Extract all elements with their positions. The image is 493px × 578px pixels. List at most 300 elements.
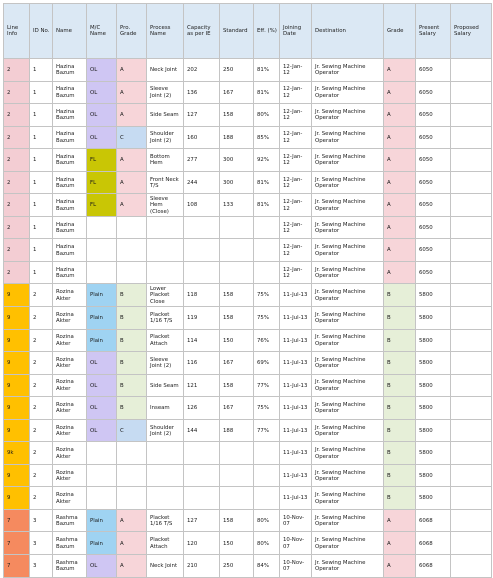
pro-grade-cell: B	[117, 307, 147, 330]
name-cell: Hazina Bazum	[53, 171, 87, 194]
id-cell: 2	[30, 352, 53, 375]
name-cell: Rozina Akter	[53, 487, 87, 510]
present-salary-cell: 6050	[416, 81, 451, 104]
process-cell: Placket 1/16 T/S	[147, 307, 184, 330]
table-row	[4, 352, 492, 375]
joining-date-cell: 11-Jul-13	[280, 419, 312, 442]
mc-cell: FL	[87, 171, 117, 194]
grade-cell: B	[384, 442, 416, 465]
pro-grade-cell: B	[117, 374, 147, 397]
proposed-salary-cell	[451, 149, 492, 172]
name-cell: Rozina Akter	[53, 307, 87, 330]
grade-cell: A	[384, 104, 416, 127]
table-row	[4, 374, 492, 397]
destination-cell: Jr. Sewing Machine Operator	[312, 261, 384, 284]
proposed-salary-cell	[451, 374, 492, 397]
name-cell: Rozina Akter	[53, 397, 87, 420]
process-cell: Sleeve Joint (2)	[147, 352, 184, 375]
capacity-cell: 108	[184, 194, 220, 217]
header-present-salary: Present Salary	[416, 4, 451, 59]
process-cell	[147, 261, 184, 284]
joining-date-cell: 11-Jul-13	[280, 329, 312, 352]
destination-cell: Jr. Sewing Machine Operator	[312, 464, 384, 487]
table-row	[4, 149, 492, 172]
table-row	[4, 284, 492, 307]
standard-cell: 158	[220, 509, 254, 532]
process-cell: Inseam	[147, 397, 184, 420]
mc-cell	[87, 239, 117, 262]
name-cell: Rozina Akter	[53, 329, 87, 352]
name-cell: Rozina Akter	[53, 442, 87, 465]
line-cell: 9	[4, 487, 30, 510]
line-cell: 9	[4, 397, 30, 420]
present-salary-cell: 5800	[416, 442, 451, 465]
pro-grade-cell: C	[117, 126, 147, 149]
destination-cell: Jr. Sewing Machine Operator	[312, 555, 384, 578]
proposed-salary-cell	[451, 126, 492, 149]
header-name: Name	[53, 4, 87, 59]
standard-cell: 300	[220, 171, 254, 194]
proposed-salary-cell	[451, 59, 492, 82]
standard-cell: 158	[220, 284, 254, 307]
process-cell: Placket Attach	[147, 329, 184, 352]
pro-grade-cell: B	[117, 397, 147, 420]
line-cell: 2	[4, 81, 30, 104]
mc-cell: OL	[87, 397, 117, 420]
capacity-cell	[184, 261, 220, 284]
header-grade: Grade	[384, 4, 416, 59]
id-cell: 2	[30, 442, 53, 465]
pro-grade-cell: A	[117, 555, 147, 578]
eff-cell: 75%	[254, 307, 280, 330]
present-salary-cell: 6050	[416, 126, 451, 149]
destination-cell: Jr. Sewing Machine Operator	[312, 81, 384, 104]
line-cell: 9	[4, 419, 30, 442]
grade-cell: A	[384, 81, 416, 104]
mc-cell: Plain	[87, 532, 117, 555]
pro-grade-cell: A	[117, 532, 147, 555]
destination-cell: Jr. Sewing Machine Operator	[312, 239, 384, 262]
id-cell: 3	[30, 532, 53, 555]
present-salary-cell: 6050	[416, 239, 451, 262]
joining-date-cell: 12-Jan-12	[280, 104, 312, 127]
name-cell: Rashma Bazum	[53, 509, 87, 532]
destination-cell: Jr. Sewing Machine Operator	[312, 419, 384, 442]
present-salary-cell: 5800	[416, 464, 451, 487]
proposed-salary-cell	[451, 509, 492, 532]
grade-cell: A	[384, 216, 416, 239]
standard-cell: 188	[220, 419, 254, 442]
id-cell: 1	[30, 261, 53, 284]
grade-cell: A	[384, 555, 416, 578]
grade-cell: A	[384, 149, 416, 172]
id-cell: 2	[30, 487, 53, 510]
header-standard: Standard	[220, 4, 254, 59]
grade-cell: B	[384, 419, 416, 442]
capacity-cell	[184, 442, 220, 465]
capacity-cell: 127	[184, 509, 220, 532]
table-row	[4, 397, 492, 420]
destination-cell: Jr. Sewing Machine Operator	[312, 104, 384, 127]
capacity-cell: 121	[184, 374, 220, 397]
present-salary-cell: 5800	[416, 397, 451, 420]
eff-cell: 77%	[254, 419, 280, 442]
proposed-salary-cell	[451, 284, 492, 307]
destination-cell: Jr. Sewing Machine Operator	[312, 216, 384, 239]
destination-cell: Jr. Sewing Machine Operator	[312, 352, 384, 375]
table-row	[4, 442, 492, 465]
destination-cell: Jr. Sewing Machine Operator	[312, 509, 384, 532]
id-cell: 3	[30, 509, 53, 532]
grade-cell: A	[384, 171, 416, 194]
process-cell: Front Neck T/S	[147, 171, 184, 194]
eff-cell: 80%	[254, 532, 280, 555]
capacity-cell: 120	[184, 532, 220, 555]
eff-cell: 77%	[254, 374, 280, 397]
line-cell: 2	[4, 104, 30, 127]
capacity-cell: 114	[184, 329, 220, 352]
capacity-cell: 136	[184, 81, 220, 104]
standard-cell	[220, 239, 254, 262]
process-cell: Shoulder Joint (2)	[147, 126, 184, 149]
id-cell: 2	[30, 397, 53, 420]
id-cell: 1	[30, 81, 53, 104]
proposed-salary-cell	[451, 442, 492, 465]
standard-cell: 167	[220, 81, 254, 104]
present-salary-cell: 5800	[416, 329, 451, 352]
capacity-cell: 126	[184, 397, 220, 420]
pro-grade-cell: A	[117, 171, 147, 194]
eff-cell: 81%	[254, 59, 280, 82]
id-cell: 1	[30, 104, 53, 127]
name-cell: Hazina Bazum	[53, 81, 87, 104]
line-cell: 2	[4, 171, 30, 194]
header-pro-grade: Pro. Grade	[117, 4, 147, 59]
joining-date-cell: 12-Jan-12	[280, 239, 312, 262]
present-salary-cell: 5800	[416, 284, 451, 307]
capacity-cell: 244	[184, 171, 220, 194]
grade-cell: B	[384, 284, 416, 307]
process-cell: Sleeve Joint (2)	[147, 81, 184, 104]
mc-cell: Plain	[87, 307, 117, 330]
proposed-salary-cell	[451, 194, 492, 217]
joining-date-cell: 11-Jul-13	[280, 442, 312, 465]
standard-cell	[220, 216, 254, 239]
mc-cell	[87, 487, 117, 510]
joining-date-cell: 11-Jul-13	[280, 352, 312, 375]
id-cell: 2	[30, 464, 53, 487]
grade-cell: A	[384, 59, 416, 82]
capacity-cell	[184, 239, 220, 262]
header-row	[4, 4, 492, 59]
present-salary-cell: 5800	[416, 419, 451, 442]
joining-date-cell: 11-Jul-13	[280, 307, 312, 330]
pro-grade-cell: A	[117, 81, 147, 104]
present-salary-cell: 6050	[416, 194, 451, 217]
name-cell: Rozina Akter	[53, 464, 87, 487]
table-row	[4, 261, 492, 284]
employee-skill-table	[3, 3, 492, 578]
name-cell: Hazina Bazum	[53, 59, 87, 82]
table-row	[4, 216, 492, 239]
standard-cell: 250	[220, 555, 254, 578]
mc-cell: OL	[87, 81, 117, 104]
joining-date-cell: 12-Jan-12	[280, 59, 312, 82]
line-cell: 9	[4, 329, 30, 352]
destination-cell: Jr. Sewing Machine Operator	[312, 149, 384, 172]
proposed-salary-cell	[451, 261, 492, 284]
eff-cell: 80%	[254, 509, 280, 532]
capacity-cell	[184, 216, 220, 239]
name-cell: Hazina Bazum	[53, 104, 87, 127]
header-line-info: Line Info	[4, 4, 30, 59]
pro-grade-cell: C	[117, 419, 147, 442]
destination-cell: Jr. Sewing Machine Operator	[312, 171, 384, 194]
grade-cell: B	[384, 307, 416, 330]
eff-cell	[254, 239, 280, 262]
table-row	[4, 487, 492, 510]
destination-cell: Jr. Sewing Machine Operator	[312, 59, 384, 82]
process-cell	[147, 464, 184, 487]
mc-cell: OL	[87, 374, 117, 397]
proposed-salary-cell	[451, 464, 492, 487]
grade-cell: B	[384, 397, 416, 420]
present-salary-cell: 6050	[416, 59, 451, 82]
mc-cell: FL	[87, 149, 117, 172]
destination-cell: Jr. Sewing Machine Operator	[312, 194, 384, 217]
process-cell: Placket Attach	[147, 532, 184, 555]
mc-cell: Plain	[87, 509, 117, 532]
id-cell: 1	[30, 171, 53, 194]
process-cell	[147, 442, 184, 465]
proposed-salary-cell	[451, 104, 492, 127]
capacity-cell: 127	[184, 104, 220, 127]
eff-cell: 81%	[254, 171, 280, 194]
present-salary-cell: 5800	[416, 352, 451, 375]
table-row	[4, 464, 492, 487]
present-salary-cell: 6050	[416, 261, 451, 284]
table-row	[4, 555, 492, 578]
eff-cell: 75%	[254, 397, 280, 420]
standard-cell: 150	[220, 532, 254, 555]
eff-cell: 92%	[254, 149, 280, 172]
name-cell: Hazina Bazum	[53, 194, 87, 217]
grade-cell: A	[384, 126, 416, 149]
line-cell: 7	[4, 509, 30, 532]
pro-grade-cell: B	[117, 284, 147, 307]
pro-grade-cell	[117, 216, 147, 239]
destination-cell: Jr. Sewing Machine Operator	[312, 126, 384, 149]
process-cell: Side Seam	[147, 104, 184, 127]
standard-cell: 167	[220, 397, 254, 420]
joining-date-cell: 11-Jul-13	[280, 397, 312, 420]
table-row	[4, 532, 492, 555]
table-header	[4, 4, 492, 59]
table-row	[4, 419, 492, 442]
table-row	[4, 104, 492, 127]
process-cell: Shoulder Joint (2)	[147, 419, 184, 442]
line-cell: 2	[4, 59, 30, 82]
eff-cell: 85%	[254, 126, 280, 149]
id-cell: 3	[30, 555, 53, 578]
grade-cell: A	[384, 239, 416, 262]
grade-cell: A	[384, 509, 416, 532]
line-cell: 2	[4, 194, 30, 217]
destination-cell: Jr. Sewing Machine Operator	[312, 397, 384, 420]
line-cell: 9	[4, 464, 30, 487]
mc-cell: OL	[87, 59, 117, 82]
pro-grade-cell	[117, 487, 147, 510]
name-cell: Hazina Bazum	[53, 149, 87, 172]
name-cell: Hazina Bazum	[53, 126, 87, 149]
capacity-cell: 277	[184, 149, 220, 172]
capacity-cell: 119	[184, 307, 220, 330]
name-cell: Rozina Akter	[53, 419, 87, 442]
table-row	[4, 81, 492, 104]
proposed-salary-cell	[451, 216, 492, 239]
grade-cell: B	[384, 374, 416, 397]
process-cell: Bottom Hem	[147, 149, 184, 172]
name-cell: Rozina Akter	[53, 284, 87, 307]
mc-cell: FL	[87, 194, 117, 217]
standard-cell: 167	[220, 352, 254, 375]
present-salary-cell: 6068	[416, 509, 451, 532]
eff-cell	[254, 464, 280, 487]
line-cell: 9	[4, 374, 30, 397]
mc-cell	[87, 442, 117, 465]
proposed-salary-cell	[451, 307, 492, 330]
line-cell: 9	[4, 352, 30, 375]
eff-cell: 75%	[254, 284, 280, 307]
eff-cell: 81%	[254, 81, 280, 104]
process-cell: Side Seam	[147, 374, 184, 397]
standard-cell: 158	[220, 307, 254, 330]
id-cell: 1	[30, 239, 53, 262]
table-body	[4, 59, 492, 578]
grade-cell: A	[384, 532, 416, 555]
destination-cell: Jr. Sewing Machine Operator	[312, 374, 384, 397]
destination-cell: Jr. Sewing Machine Operator	[312, 487, 384, 510]
pro-grade-cell: A	[117, 509, 147, 532]
present-salary-cell: 6050	[416, 149, 451, 172]
capacity-cell: 144	[184, 419, 220, 442]
capacity-cell: 210	[184, 555, 220, 578]
name-cell: Hazina Bazum	[53, 216, 87, 239]
pro-grade-cell: A	[117, 194, 147, 217]
proposed-salary-cell	[451, 487, 492, 510]
mc-cell: Plain	[87, 284, 117, 307]
header-joining-date: Joining Date	[280, 4, 312, 59]
capacity-cell: 160	[184, 126, 220, 149]
process-cell	[147, 239, 184, 262]
joining-date-cell: 10-Nov-07	[280, 509, 312, 532]
destination-cell: Jr. Sewing Machine Operator	[312, 307, 384, 330]
proposed-salary-cell	[451, 171, 492, 194]
grade-cell: B	[384, 329, 416, 352]
pro-grade-cell: B	[117, 329, 147, 352]
grade-cell: A	[384, 194, 416, 217]
mc-cell	[87, 464, 117, 487]
proposed-salary-cell	[451, 329, 492, 352]
line-cell: 2	[4, 261, 30, 284]
present-salary-cell: 6050	[416, 171, 451, 194]
eff-cell	[254, 487, 280, 510]
present-salary-cell: 6050	[416, 216, 451, 239]
present-salary-cell: 6050	[416, 104, 451, 127]
table-row	[4, 509, 492, 532]
table-row	[4, 194, 492, 217]
standard-cell	[220, 487, 254, 510]
line-cell: 2	[4, 239, 30, 262]
name-cell: Hazina Bazum	[53, 261, 87, 284]
process-cell: Neck Joint	[147, 59, 184, 82]
joining-date-cell: 12-Jan-12	[280, 171, 312, 194]
joining-date-cell: 12-Jan-12	[280, 216, 312, 239]
capacity-cell: 118	[184, 284, 220, 307]
grade-cell: B	[384, 487, 416, 510]
grade-cell: A	[384, 261, 416, 284]
joining-date-cell: 11-Jul-13	[280, 464, 312, 487]
proposed-salary-cell	[451, 81, 492, 104]
joining-date-cell: 12-Jan-12	[280, 261, 312, 284]
joining-date-cell: 10-Nov-07	[280, 555, 312, 578]
proposed-salary-cell	[451, 419, 492, 442]
header-destination: Destination	[312, 4, 384, 59]
header-capacity: Capacity as per IE	[184, 4, 220, 59]
table-row	[4, 307, 492, 330]
process-cell: Sleeve Hem (Close)	[147, 194, 184, 217]
mc-cell: OL	[87, 555, 117, 578]
capacity-cell: 116	[184, 352, 220, 375]
pro-grade-cell: A	[117, 149, 147, 172]
header-process-name: Process Name	[147, 4, 184, 59]
id-cell: 1	[30, 194, 53, 217]
table-row	[4, 59, 492, 82]
process-cell: Lower Placket Close	[147, 284, 184, 307]
pro-grade-cell	[117, 261, 147, 284]
process-cell: Neck Joint	[147, 555, 184, 578]
pro-grade-cell	[117, 442, 147, 465]
mc-cell: OL	[87, 104, 117, 127]
joining-date-cell: 12-Jan-12	[280, 194, 312, 217]
id-cell: 1	[30, 59, 53, 82]
joining-date-cell: 12-Jan-12	[280, 126, 312, 149]
eff-cell	[254, 261, 280, 284]
eff-cell: 81%	[254, 194, 280, 217]
name-cell: Rashma Bazum	[53, 532, 87, 555]
standard-cell: 158	[220, 104, 254, 127]
id-cell: 1	[30, 216, 53, 239]
pro-grade-cell: A	[117, 104, 147, 127]
eff-cell: 76%	[254, 329, 280, 352]
mc-cell: OL	[87, 352, 117, 375]
present-salary-cell: 5800	[416, 374, 451, 397]
capacity-cell: 202	[184, 59, 220, 82]
id-cell: 1	[30, 126, 53, 149]
standard-cell: 133	[220, 194, 254, 217]
name-cell: Hazina Bazum	[53, 239, 87, 262]
name-cell: Rashma Bazum	[53, 555, 87, 578]
capacity-cell	[184, 487, 220, 510]
eff-cell: 69%	[254, 352, 280, 375]
header-eff: Eff. (%)	[254, 4, 280, 59]
id-cell: 2	[30, 374, 53, 397]
pro-grade-cell: A	[117, 59, 147, 82]
mc-cell: Plain	[87, 329, 117, 352]
name-cell: Rozina Akter	[53, 374, 87, 397]
line-cell: 9k	[4, 442, 30, 465]
line-cell: 7	[4, 555, 30, 578]
